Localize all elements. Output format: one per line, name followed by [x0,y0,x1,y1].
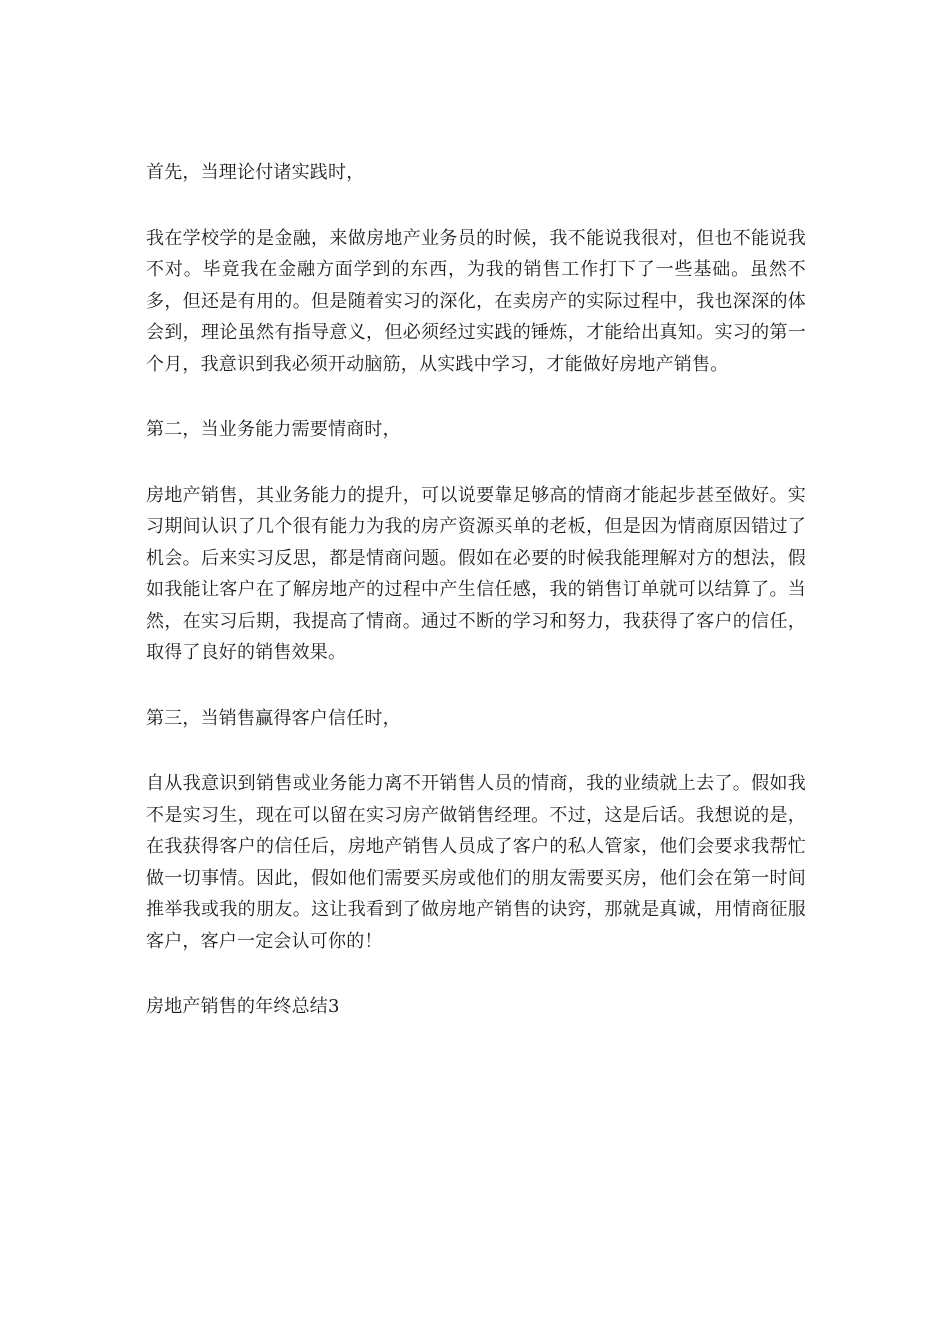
section-heading-first: 首先，当理论付诸实践时， [146,162,365,183]
paragraph-theory-practice: 我在学校学的是金融，来做房地产业务员的时候，我不能说我很对，但也不能说我不对。毕竟我在金融方面学到的东西，为我的销售工作打下了一些基础。虽然不多，但还是有用的。但是随着实习的深化，在卖房产的实际过程中，我也深深的体会到，理论虽然有指导意义，但必须经过实践的锤炼，才能给出真知。实习的第一个月，我意识到我必须开动脑筋，从实践中学习，才能做好房地产销售。 [146,227,806,375]
paragraph-customer-trust: 自从我意识到销售或业务能力离不开销售人员的情商，我的业绩就上去了。假如我不是实习生，现在可以留在实习房产做销售经理。不过，这是后话。我想说的是，在我获得客户的信任后，房地产销售人员成了客户的私人管家，他们会要求我帮忙做一切事情。因此，假如他们需要买房或他们的朋友需要买房，他们会在第一时间推举我或我的朋友。这让我看到了做房地产销售的诀窍，那就是真诚，用情商征服客户，客户一定会认可你的！ [146,773,806,952]
section-title-summary-3: 房地产销售的年终总结3 [146,996,340,1017]
document-body [146,157,806,1057]
section-heading-third: 第三，当销售赢得客户信任时， [146,707,401,729]
section-heading-second: 第二，当业务能力需要情商时， [146,419,401,440]
paragraph-emotional-intelligence: 房地产销售，其业务能力的提升，可以说要靠足够高的情商才能起步甚至做好。实习期间认识了几个很有能力为我的房产资源买单的老板，但是因为情商原因错过了机会。后来实习反思，都是情商问题。假如在必要的时候我能理解对方的想法，假如我能让客户在了解房地产的过程中产生信任感，我的销售订单就可以结算了。当然，在实习后期，我提高了情商。通过不断的学习和努力，我获得了客户的信任，取得了良好的销售效果。 [146,484,806,663]
